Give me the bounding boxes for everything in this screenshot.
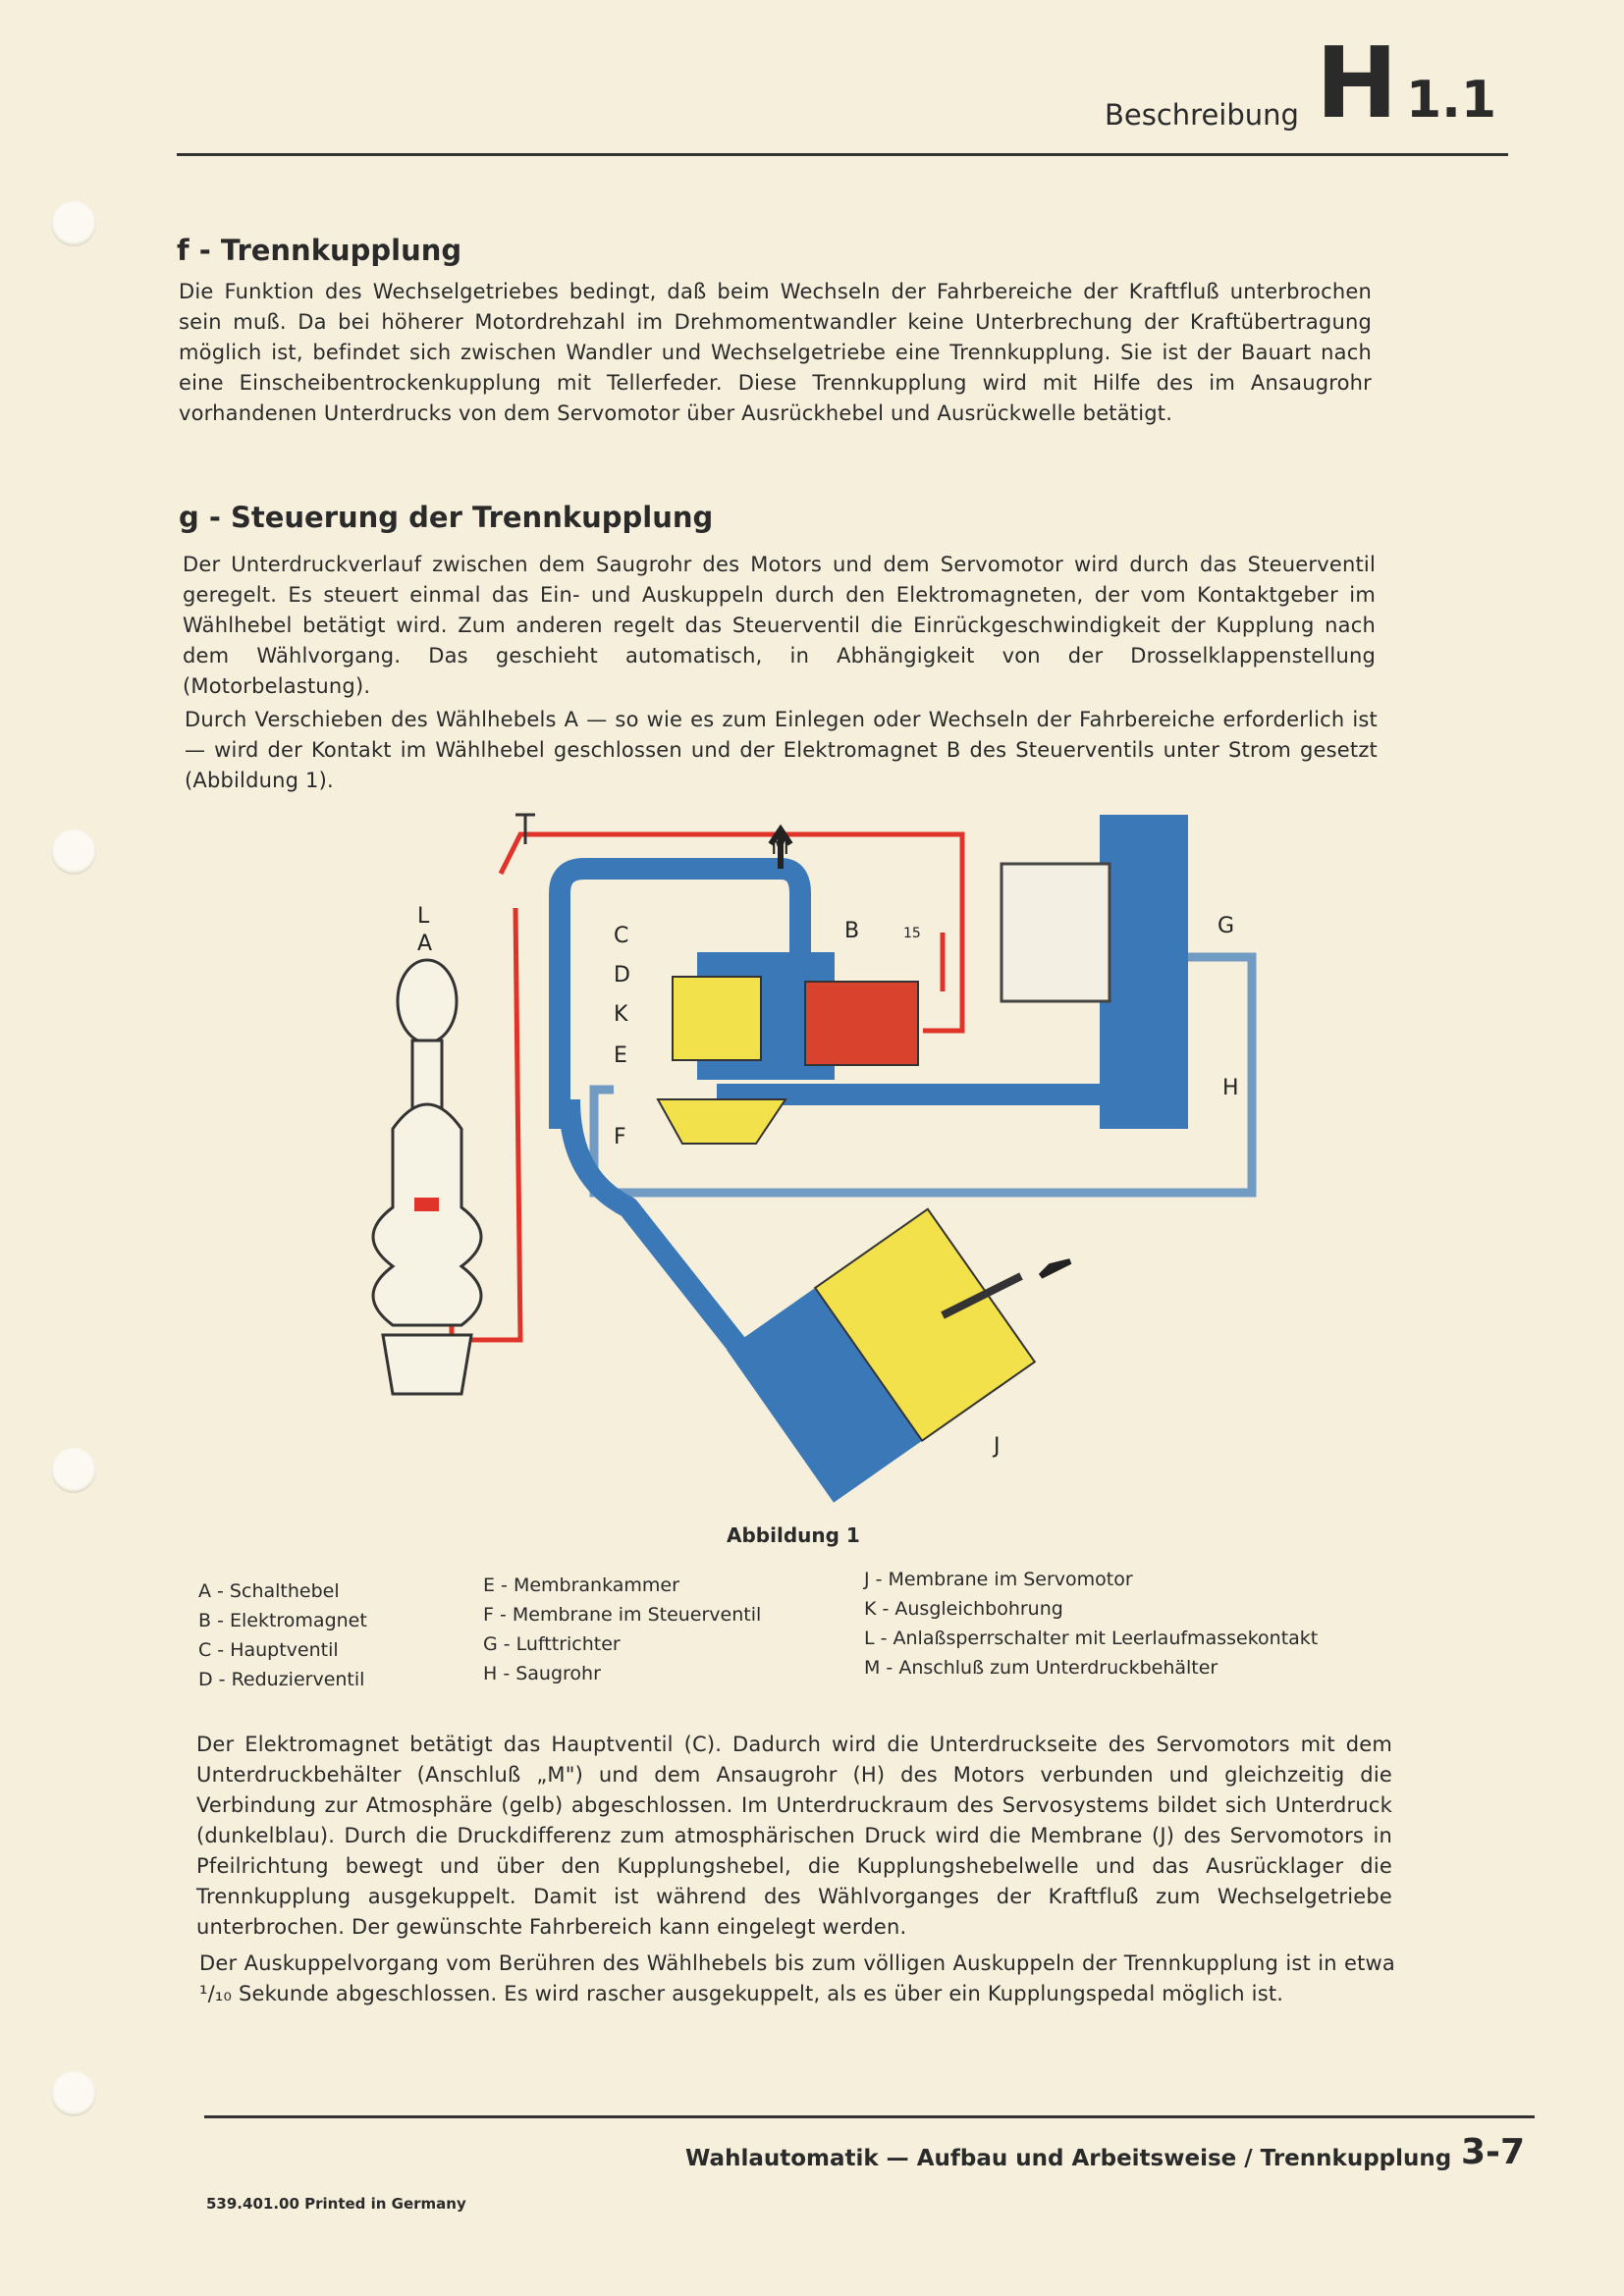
- label-j: J: [994, 1434, 1001, 1459]
- carburetor: [1001, 864, 1110, 1001]
- legend-item: C - Hauptventil: [198, 1639, 339, 1661]
- section-heading-f: f - Trennkupplung: [177, 234, 462, 267]
- punch-hole: [51, 1448, 96, 1493]
- electromagnet: [805, 982, 918, 1065]
- label-c: C: [614, 924, 629, 948]
- legend-item: F - Membrane im Steuerventil: [483, 1604, 762, 1626]
- paragraph: Durch Verschieben des Wählhebels A — so wie es zum Einlegen oder Wechseln der Fahrbereiche erforderlich ist — wird der Kontakt im Wählhebel geschlossen und der Elektromagnet B des Steuerventils unter Strom gesetzt (Abbildung 1).: [185, 708, 1378, 792]
- punch-hole: [51, 2071, 96, 2116]
- header-section: Beschreibung: [1105, 98, 1299, 132]
- legend-item: J - Membrane im Servomotor: [864, 1569, 1133, 1590]
- legend-item: K - Ausgleichbohrung: [864, 1598, 1063, 1620]
- header-rule: [177, 153, 1508, 156]
- legend-item: G - Lufttrichter: [483, 1633, 621, 1655]
- label-d: D: [614, 963, 630, 988]
- paragraph: Die Funktion des Wechselgetriebes bedingt, daß beim Wechseln der Fahrbereiche der Kraftfluß unterbrochen sein muß. Da bei höherer Motordrehzahl im Drehmomentwandler keine Unterbrechung der Kraftübertragung möglich ist, befindet sich zwischen Wandler und Wechselgetriebe eine Trennkupplung. Sie ist der Bauart nach eine Einscheibentrockenkupplung mit Tellerfeder. Diese Trennkupplung wird mit Hilfe des im Ansaugrohr vorhandenen Unterdrucks von dem Servomotor über Ausrückhebel und Ausrückwelle betätigt.: [179, 280, 1372, 425]
- label-b: B: [844, 919, 860, 943]
- figure-caption: Abbildung 1: [727, 1523, 860, 1547]
- label-k: K: [614, 1002, 628, 1027]
- label-m: M: [771, 835, 789, 860]
- punch-hole: [51, 201, 96, 246]
- paragraph: Der Elektromagnet betätigt das Hauptventil (C). Dadurch wird die Unterdruckseite des Servomotors mit dem Unterdruckbehälter (Anschluß „M") und dem Ansaugrohr (H) des Motors verbunden und gleichzeitig die Verbindung zur Atmosphäre (gelb) abgeschlossen. Im Unterdruckraum des Servosystems bildet sich Unterdruck (dunkelblau). Durch die Druckdifferenz zum atmosphärischen Druck wird die Membrane (J) des Servomotors in Pfeilrichtung bewegt und über den Kupplungshebel, die Kupplungshebelwelle und das Ausrücklager die Trennkupplung ausgekuppelt. Damit ist während des Wählvorganges der Kraftfluß zum Wechselgetriebe unterbrochen. Der gewünschte Fahrbereich kann eingelegt werden.: [196, 1733, 1392, 1939]
- label-a: A: [417, 932, 433, 956]
- footer-title: Wahlautomatik — Aufbau und Arbeitsweise / Trennkupplung: [685, 2146, 1452, 2171]
- label-f: F: [614, 1125, 626, 1149]
- intake-manifold: [1100, 815, 1188, 1129]
- direction-arrow-icon: [1041, 1261, 1070, 1276]
- legend-item: B - Elektromagnet: [198, 1610, 367, 1631]
- membrane-chamber: [658, 1099, 785, 1144]
- legend-column: [864, 1565, 1318, 1682]
- footer-rule: [204, 2115, 1535, 2118]
- section-heading-g: g - Steuerung der Trennkupplung: [179, 501, 714, 534]
- paragraph: Der Auskuppelvorgang vom Berühren des Wählhebels bis zum völligen Auskuppeln der Trennkupplung ist in etwa ¹/₁₀ Sekunde abgeschlossen. Es wird rascher ausgekuppelt, als es über ein Kupplungspedal möglich ist.: [199, 1951, 1395, 2005]
- legend-item: D - Reduzierventil: [198, 1669, 365, 1690]
- label-h: H: [1222, 1076, 1239, 1100]
- legend-item: L - Anlaßsperrschalter mit Leerlaufmassekontakt: [864, 1628, 1319, 1649]
- legend-column: [198, 1576, 367, 1694]
- punch-hole: [51, 829, 96, 875]
- label-15: 15: [903, 926, 921, 941]
- servomotor: [727, 1209, 1035, 1503]
- page-number: 3-7: [1461, 2132, 1526, 2172]
- contact: [414, 1198, 439, 1211]
- label-l: L: [417, 904, 430, 929]
- selector-lever: [373, 960, 481, 1394]
- legend-item: H - Saugrohr: [483, 1663, 601, 1684]
- legend-column: [483, 1571, 761, 1688]
- legend-item: M - Anschluß zum Unterdruckbehälter: [864, 1657, 1218, 1679]
- legend-item: A - Schalthebel: [198, 1580, 340, 1602]
- imprint: 539.401.00 Printed in Germany: [206, 2195, 466, 2213]
- figure-diagram: [334, 805, 1296, 1512]
- main-valve: [673, 977, 761, 1060]
- header-chapter-number: 1.1: [1406, 71, 1497, 130]
- header-chapter-letter: H: [1316, 26, 1398, 140]
- legend-item: E - Membrankammer: [483, 1575, 679, 1596]
- label-g: G: [1218, 914, 1235, 938]
- label-e: E: [614, 1043, 627, 1068]
- paragraph: Der Unterdruckverlauf zwischen dem Saugrohr des Motors und dem Servomotor wird durch das Steuerventil geregelt. Es steuert einmal das Ein- und Auskuppeln durch den Elektromagneten, der vom Kontaktgeber im Wählhebel betätigt wird. Zum anderen regelt das Steuerventil die Einrückgeschwindigkeit der Kupplung nach dem Wählvorgang. Das geschieht automatisch, in Abhängigkeit von der Drosselklappenstellung (Motorbelastung).: [183, 553, 1376, 698]
